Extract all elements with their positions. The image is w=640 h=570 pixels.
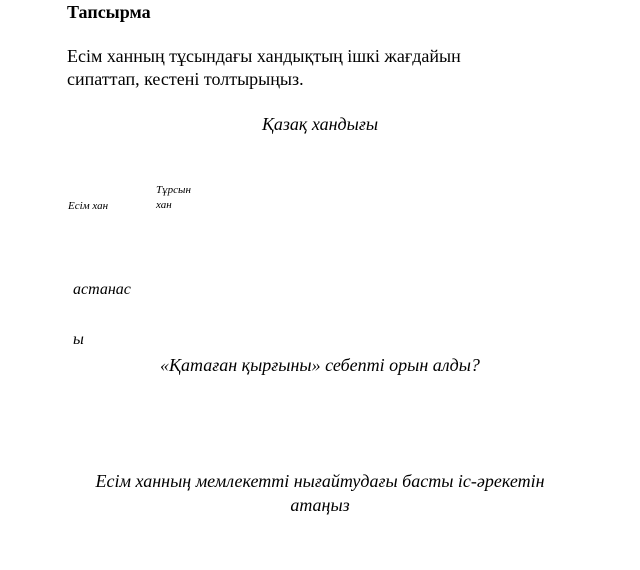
row-capital-line-2: ы	[73, 331, 84, 348]
instruction-line-1: Есім ханның тұсындағы хандықтың ішкі жағдайын	[67, 46, 461, 66]
row-capital-label	[73, 265, 131, 365]
question-2-line-1: Есім ханның мемлекетті нығайтудағы басты іс-әрекетін	[95, 471, 545, 491]
column-esim-khan: Есім хан	[68, 200, 109, 212]
column-tursyn-khan	[156, 183, 191, 213]
instruction-line-2: сипаттап, кестені толтырыңыз.	[67, 69, 304, 89]
task-instruction	[67, 45, 461, 91]
column-tursyn-line-2: хан	[156, 199, 172, 211]
task-title: Тапсырма	[67, 2, 151, 22]
column-tursyn-line-1: Тұрсын	[156, 184, 191, 196]
question-1: «Қатаған қырғыны» себепті орын алды?	[160, 355, 480, 375]
question-2-line-2: атаңыз	[290, 495, 350, 515]
table-header: Қазақ хандығы	[261, 114, 379, 134]
row-capital-line-1: астанас	[73, 281, 131, 298]
question-2	[0, 469, 640, 517]
